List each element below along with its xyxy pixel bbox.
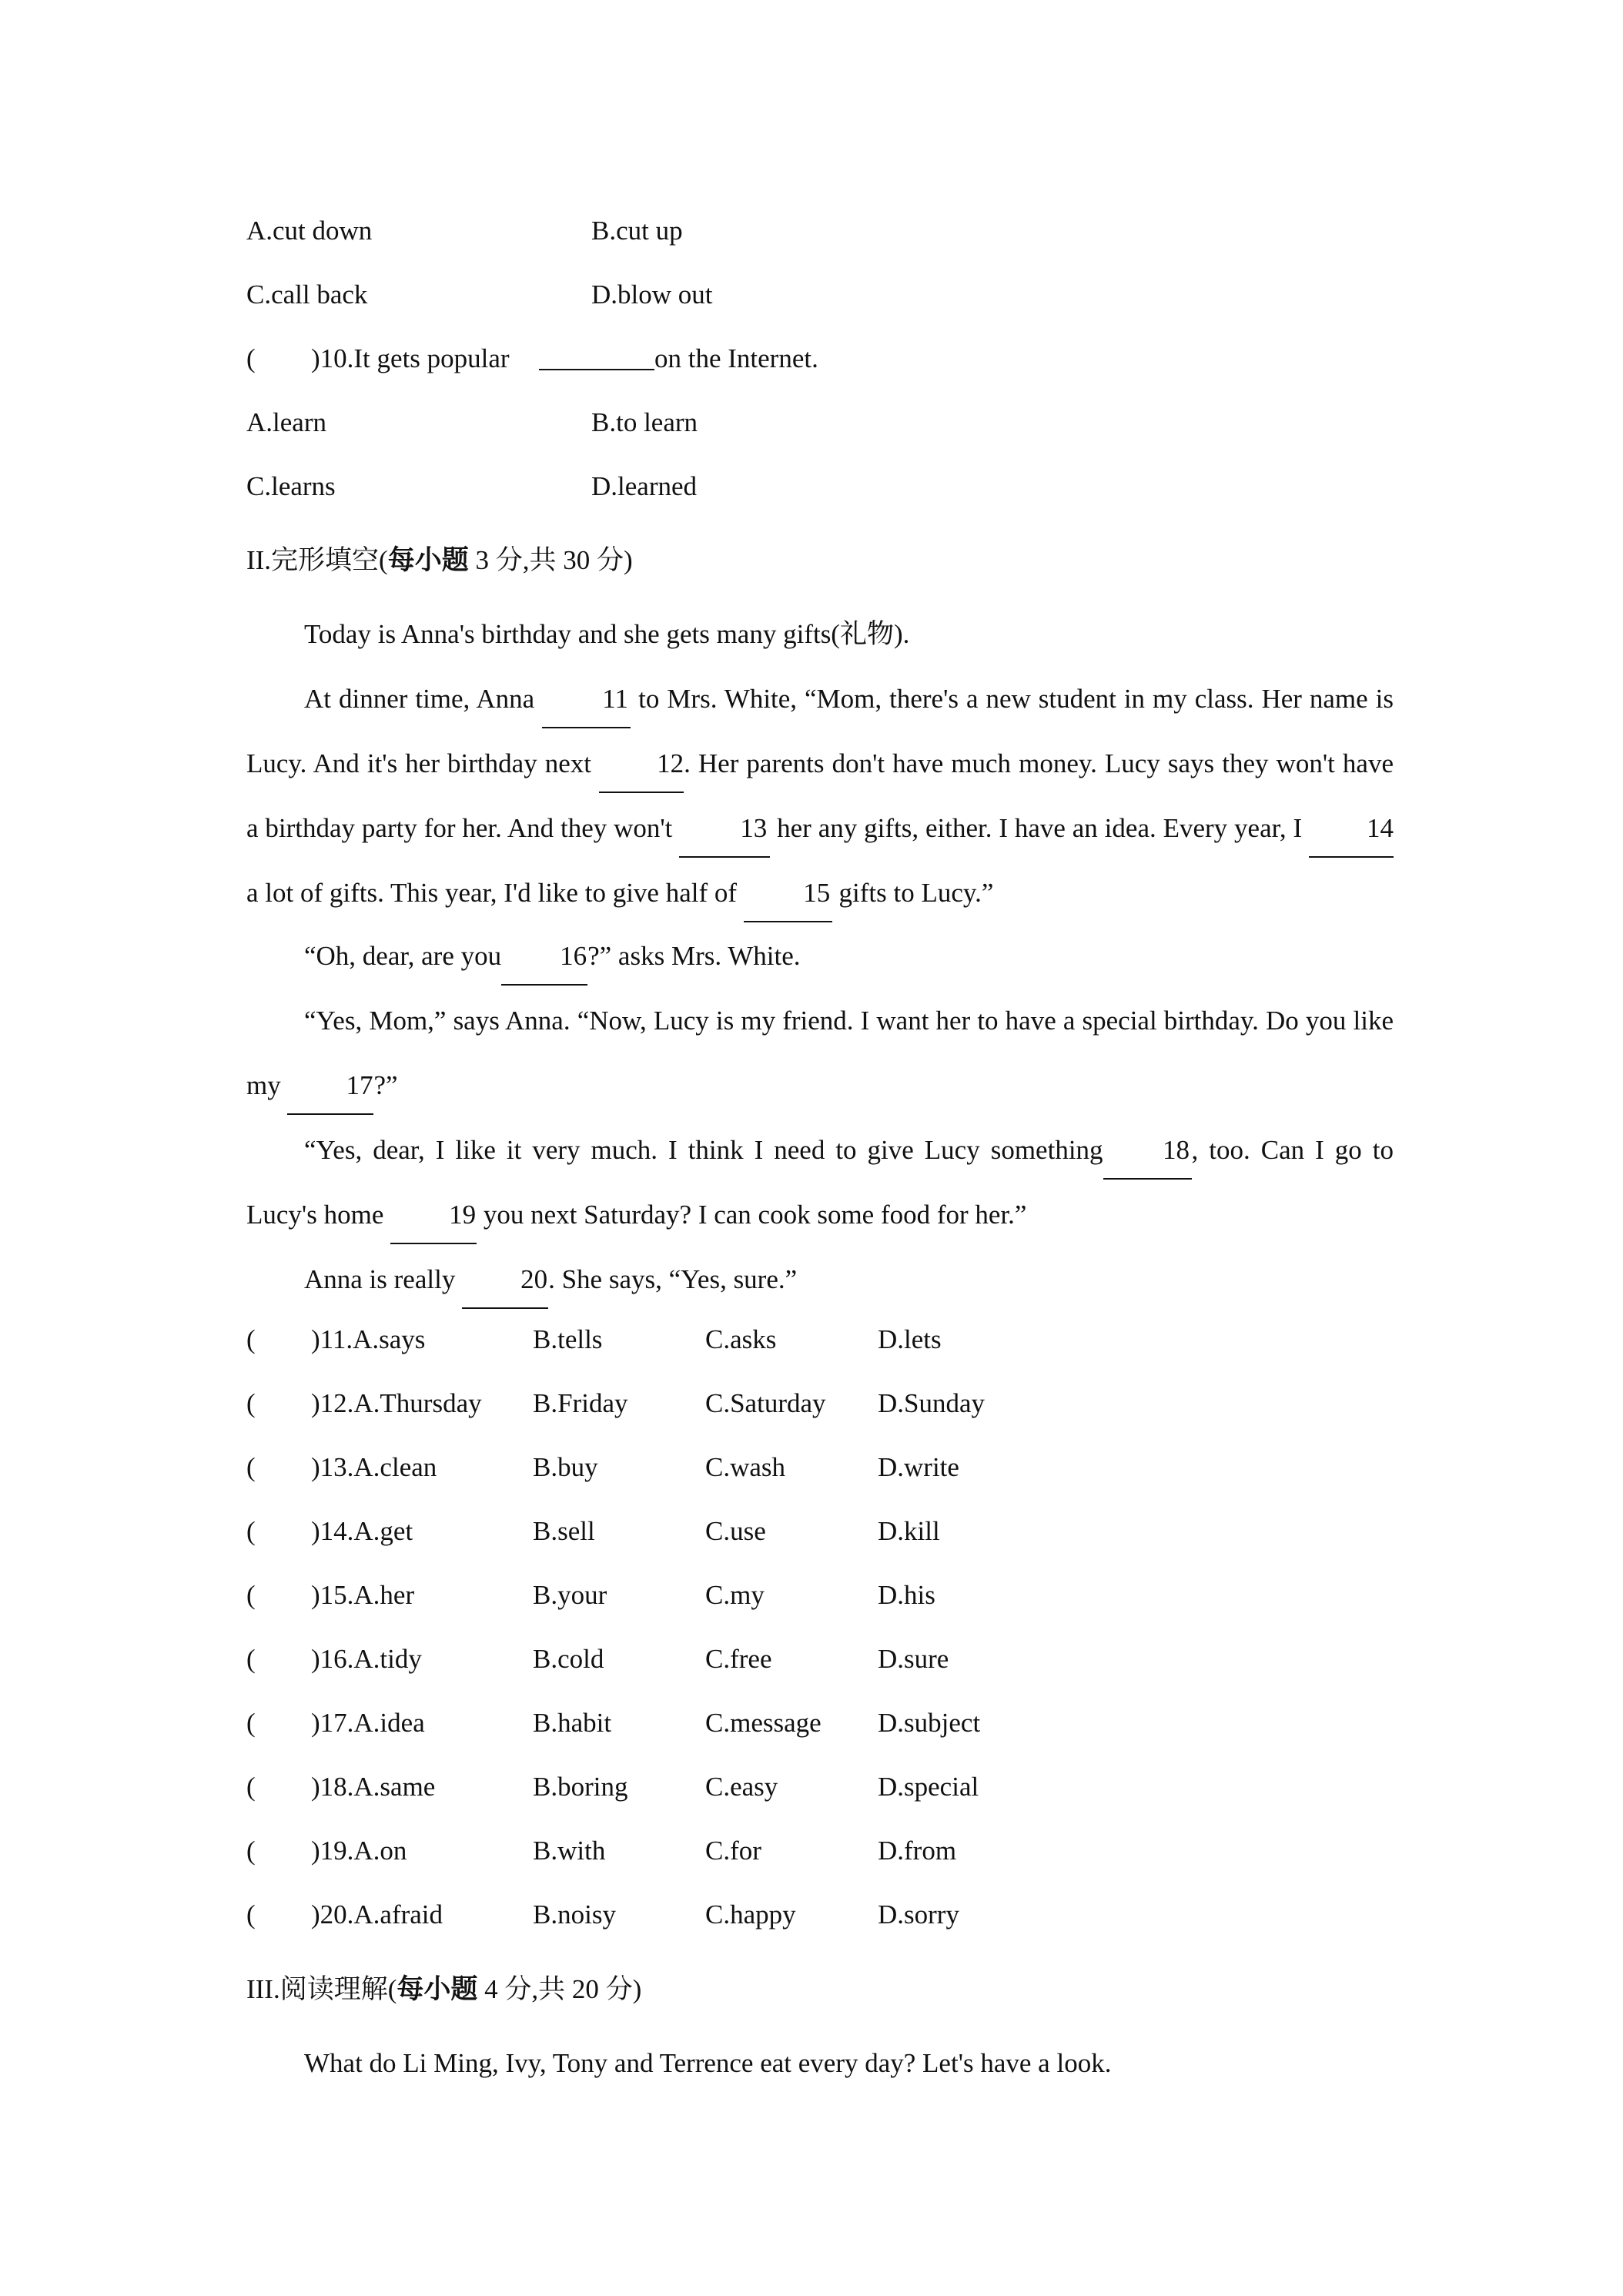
passage-p5-text: you next Saturday? I can cook some food for her.” [477, 1200, 1027, 1230]
question-option-c: C.easy [705, 1772, 778, 1802]
question-option-a: )20.A.afraid [311, 1899, 443, 1930]
question-option-d: D.lets [878, 1324, 942, 1354]
question-option-a: )16.A.tidy [311, 1644, 422, 1674]
question-paren: ( [246, 1388, 256, 1418]
passage-p3-text: “Oh, dear, are you [304, 941, 502, 971]
section-2-heading-rest: 3 分,共 30 分) [468, 545, 633, 575]
blank-16: 16 [501, 924, 587, 989]
blank-20: 20 [462, 1247, 548, 1312]
q9-option-a: A.cut down [246, 216, 373, 246]
q10-paren: ( [246, 343, 256, 373]
passage-p2-text: to Mrs. White, “Mom, there's a new student in my class. Her name is Lucy. And it's her birthday next [246, 684, 1394, 778]
passage-paragraph-1 [246, 602, 1394, 667]
question-option-b: B.cold [533, 1644, 604, 1674]
section-3-heading-prefix: III.阅读理解( [246, 1974, 397, 2004]
question-option-c: C.for [705, 1836, 761, 1866]
question-option-a: )14.A.get [311, 1516, 413, 1546]
question-option-b: B.Friday [533, 1388, 628, 1418]
q10-option-d: D.learned [591, 471, 698, 501]
blank-15: 15 [744, 861, 832, 925]
blank-18: 18 [1103, 1118, 1192, 1183]
question-option-b: B.sell [533, 1516, 595, 1546]
q9-option-d: D.blow out [591, 279, 713, 310]
q10-option-c: C.learns [246, 471, 336, 501]
question-paren: ( [246, 1772, 256, 1802]
passage-paragraph-2 [246, 667, 1394, 925]
question-option-a: )11.A.says [311, 1324, 426, 1354]
blank-17: 17 [287, 1053, 373, 1118]
passage-p2-text: gifts to Lucy.” [832, 878, 994, 908]
question-option-a: )13.A.clean [311, 1452, 437, 1482]
section-3-heading [246, 1973, 641, 2006]
question-paren: ( [246, 1580, 256, 1610]
passage-p2-text: At dinner time, Anna [304, 684, 543, 714]
passage-p6-text: . She says, “Yes, sure.” [548, 1264, 798, 1294]
q10-stem: )10.It gets popular [311, 343, 510, 373]
blank-13: 13 [679, 796, 770, 861]
passage-p2-text: . Her parents don't have much money. Lucy says they won't have a birthday party for her. And they won't [246, 748, 1394, 843]
question-paren: ( [246, 1708, 256, 1738]
passage-p3-text: ?” asks Mrs. White. [587, 941, 801, 971]
section-3-heading-bold: 每小题 [397, 1974, 478, 2004]
question-option-c: C.happy [705, 1899, 796, 1930]
question-option-c: C.wash [705, 1452, 786, 1482]
blank-14: 14 [1309, 796, 1394, 861]
passage-p2-text: a lot of gifts. This year, I'd like to give half of [246, 878, 744, 908]
question-option-d: D.sorry [878, 1899, 959, 1930]
passage-p5-text: “Yes, dear, I like it very much. I think I need to give Lucy something [304, 1135, 1103, 1165]
question-option-a: )19.A.on [311, 1836, 407, 1866]
passage-p5-text: , too. Can I go to Lucy's home [246, 1135, 1394, 1230]
question-option-a: )17.A.idea [311, 1708, 425, 1738]
question-option-c: C.asks [705, 1324, 777, 1354]
question-option-d: D.Sunday [878, 1388, 986, 1418]
passage-paragraph-3 [246, 924, 1394, 989]
question-paren: ( [246, 1324, 256, 1354]
question-option-d: D.special [878, 1772, 979, 1802]
question-option-d: D.sure [878, 1644, 949, 1674]
question-paren: ( [246, 1452, 256, 1482]
question-option-b: B.boring [533, 1772, 628, 1802]
question-paren: ( [246, 1836, 256, 1866]
q9-option-c: C.call back [246, 279, 368, 310]
passage-p2-text: her any gifts, either. I have an idea. Every year, I [770, 813, 1309, 843]
question-option-d: D.kill [878, 1516, 940, 1546]
passage-paragraph-6 [246, 1247, 1394, 1312]
q10-blank [539, 369, 654, 370]
blank-12: 12 [599, 731, 684, 796]
section-3-intro: What do Li Ming, Ivy, Tony and Terrence eat every day? Let's have a look. [304, 2048, 1112, 2078]
question-option-b: B.your [533, 1580, 607, 1610]
question-option-d: D.subject [878, 1708, 981, 1738]
section-2-heading [246, 544, 633, 577]
question-option-a: )18.A.same [311, 1772, 436, 1802]
question-option-d: D.from [878, 1836, 957, 1866]
question-option-a: )15.A.her [311, 1580, 415, 1610]
passage-p1-text: Today is Anna's birthday and she gets many gifts(礼物). [304, 619, 910, 649]
question-option-d: D.write [878, 1452, 959, 1482]
question-option-c: C.use [705, 1516, 766, 1546]
question-paren: ( [246, 1644, 256, 1674]
q10-stem-end: on the Internet. [654, 343, 818, 373]
question-paren: ( [246, 1516, 256, 1546]
question-option-b: B.buy [533, 1452, 598, 1482]
question-option-b: B.habit [533, 1708, 612, 1738]
question-option-b: B.noisy [533, 1899, 616, 1930]
q10-option-a: A.learn [246, 407, 326, 437]
question-option-a: )12.A.Thursday [311, 1388, 482, 1418]
blank-11: 11 [542, 667, 631, 731]
question-option-d: D.his [878, 1580, 935, 1610]
question-option-c: C.message [705, 1708, 822, 1738]
passage-paragraph-5 [246, 1118, 1394, 1247]
passage-p4-text: “Yes, Mom,” says Anna. “Now, Lucy is my friend. I want her to have a special birthday. Do you like my [246, 1006, 1394, 1100]
question-paren: ( [246, 1899, 256, 1930]
question-option-b: B.with [533, 1836, 606, 1866]
passage-p4-text: ?” [373, 1070, 398, 1100]
q9-option-b: B.cut up [591, 216, 683, 246]
question-option-c: C.free [705, 1644, 772, 1674]
passage-paragraph-4 [246, 989, 1394, 1118]
section-2-heading-prefix: II.完形填空( [246, 545, 388, 575]
question-option-c: C.Saturday [705, 1388, 826, 1418]
q10-option-b: B.to learn [591, 407, 698, 437]
question-option-c: C.my [705, 1580, 765, 1610]
section-3-heading-rest: 4 分,共 20 分) [477, 1974, 642, 2004]
question-option-b: B.tells [533, 1324, 603, 1354]
blank-19: 19 [390, 1183, 477, 1247]
section-2-heading-bold: 每小题 [387, 545, 469, 575]
passage-p6-text: Anna is really [304, 1264, 463, 1294]
